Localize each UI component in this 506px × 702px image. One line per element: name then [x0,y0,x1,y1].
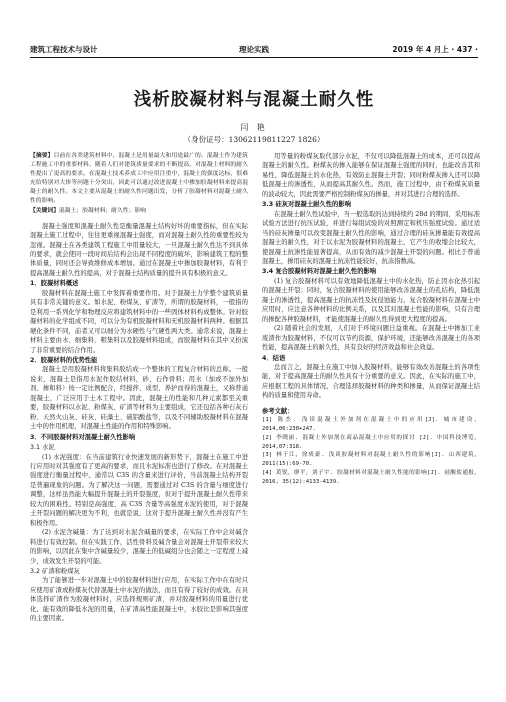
body-paragraph: (1) 复合胶凝材料可以有效地降低混凝土中的水化热，防止因水化热引起的混凝土开裂；同时，复合胶凝材料的使用能够改善混凝土的孔结构，降低混凝土的渗透性，提高混凝土的抗冻性及抗侵蚀能力。复合胶凝材料在混凝土中应用时，应注意各种材料的比例关系，以及其对混凝土性能的影响，只有合理的掺配各种胶凝材料，才能使混凝土的耐久性得到更大程度的提高。 [262,277,480,323]
body-paragraph: 胶凝材料在混凝土施工中发挥着重要作用。对于混凝土力学整个建筑质量具有非常关键的意义。如水泥、粉煤灰、矿渣等，所谓的胶凝材料，一般指的是利用一系列化学和物理反应将建筑材料中的一些固体材料构成整体。针对胶凝材料的化学组成不同，可以分为有机胶凝材料和无机胶凝材料两种。根据其硬化条件不同，前者又可以细分为水硬性与气硬性两大类。通常来说，混凝土材料主要由水、细集料、粗集料以及胶凝材料组成，而胶凝材料在其中又扮演了非常重要的结合作用。 [30,289,248,354]
section-name: 理论实践 [239,45,269,54]
abstract [30,152,248,207]
journal-name: 建筑工程技术与设计 [30,45,98,54]
article-title: 浅析胶凝材料与混凝土耐久性 [133,90,375,110]
abstract-label: 【摘要】 [30,153,54,159]
body-paragraph: 总而言之，混凝土在施工中加入胶凝材料，能够有效改善混凝土的各项性能，对于提高混凝土的耐久性具有十分重要的意义。因此，在实际的施工中，应根据工程的具体情况，合理选择胶凝材料的种类和掺量，从而保证混凝土结构的质量和使用寿命。 [262,363,480,400]
abstract-text: 目前在各类建筑材料中，混凝土是用量最大和用途最广的。混凝土作为建筑工程施工中的重要材料，随着人们对建筑质量要求的不断提高，对混凝土材料的耐久性提出了更高的要求。在混凝土技术养成工中应用注重中，混凝土的强度达标，很难充给特别对大体等问题十分突出，因此可以通过改进混凝土中掺加胶凝材料来提高混凝土的耐久性。本文主要从混凝土的耐久性问题出发，分析了胶凝材料对混凝土耐久性的影响。 [30,153,248,205]
reference-item: [3] 林于江，徐成豪. 浅谈胶凝材料对混凝土耐久性的影响[J]. 山西建筑，2011(15):69-70. [262,452,480,468]
running-header [30,44,478,56]
author-affiliation: （身份证号：13062119811227 1826） [183,135,325,144]
section-heading: 4．结语 [262,354,286,362]
body-paragraph: 为了能够进一步对混凝土中的胶凝材料进行应用，在实际工作中在有时只应使用矿渣或粉煤灰代替混凝土中水泥的做法，而且有得了较好的成效。在具体选择矿渣作为胶凝材料时，应选择规则矿渣，并对胶凝材料的用量进行优化，能有效的降低水泥的用量，在矿渣高性能混凝土中，水胶比是影响其强度的主要因素。 [30,577,248,623]
section-heading: 3．不同胶凝材料对混凝土耐久性影响 [30,433,136,441]
body-paragraph: 在混凝土耐久性试验中，当一般选取的达到持续约 28d 的期间，采用标准试验方法进行抗压试验，并进行每组试验的对照测定和机压强度试验。通过适当的硅灰掺量可以改变混凝土耐久性的影响，通过合理的硅灰掺量能有效提高混凝土的耐久性，对于以水泥为胶凝材料的混凝土，它产生的收缩会比较大，使混凝土抗渗性能显著提高，从而有效的减少混凝土开裂的问题。相比于普通混凝土，掺用硅灰的混凝土抗冻性能较好，抗冻指数高。 [262,210,480,265]
left-column [30,152,248,624]
intro-paragraph: 混凝土强度和混凝土耐久性是衡量混凝土结构好坏的重要指标，但在实际混凝土施工过程中，往往更重视混凝土强度，而对混凝土耐久性的重要性较为忽视。混凝土在各类建筑工程施工中用量较大，一旦混凝土耐久性达不到具体的要求，就会使同一段时间后结构会出现不同程度的破坏，影响建筑工程的整体质量，同时还会导致维修成本增加。通过在混凝土中掺加胶凝材料，有利于提高混凝土耐久性的提高，对于混凝土结构质量的提升具有积极的意义。 [30,222,248,277]
section-heading: 2．胶凝材料的优势性能 [30,357,98,364]
reference-item: [2] 李晓丽. 混凝土外加剂在商品混凝土中应用的探讨 [J]. 中国科技博览，2014,07:318. [262,434,480,450]
issue-and-page: 2019 年 4 月上 · 437 · [392,45,478,54]
section-heading: 3.3 硅灰对混凝土耐久性的影响 [262,201,351,209]
keywords-label: 【关键词】 [30,207,59,214]
references-heading: 参考文献： [262,407,294,415]
body-paragraph: 用等量的粉煤灰取代部分水泥，不仅可以降低混凝土的成本，还可以提高混凝土的耐久性。粉煤灰的掺入能够在保证混凝土强度的同时，也能改善其和易性，降低混凝土的水化热，有效防止混凝土开裂；同时粉煤灰掺入还可以降低混凝土的渗透性，从而提高其耐久性。然而，施工过程中，由于粉煤灰质量的波动较大，因此需要严格控制粉煤灰的掺量，并对其进行合理的选择。 [262,153,480,198]
keywords [30,207,248,216]
header-rule [30,57,478,58]
body-paragraph: (2) 水泥含碱量：为了达到对水泥含碱量的要求，在实际工作中会对碱含料进行有效控制。但在实践工作，活性骨料及碱含量会对混凝土开裂带来较大的影响，以因此在集中含碱量较少，混凝土的低碱组分也会随之一定程度上减少，成效发生开裂的可能。 [30,529,248,565]
right-column [262,152,480,487]
section-heading: 1．胶凝材料概述 [30,280,79,288]
keywords-text: 混凝土；胶凝材料；耐久性；影响 [59,207,146,214]
section-heading: 3.4 复合胶凝材料对混凝土耐久性的影响 [262,268,377,276]
reference-item: [4] 黄锐，廖平，刘子宇. 胶凝材料对混凝土耐久性能的影响[J]. 硅酸盐通报，2016, 35(12):4133-4139. [262,470,480,485]
subsection-heading: 3.1 水泥 [30,444,55,452]
body-paragraph: (2) 随着社会的发展，人们对于环境问题日益重视。在混凝土中掺加工业废渣作为胶凝材料，不仅可以节约资源，保护环境，还能够改善混凝土的各项性能，提高混凝土的耐久性，具有良好的经济效益和社会效益。 [262,325,480,352]
article-author: 闫 艳 [240,123,268,132]
reference-item: [1] 陈杰. 浅谈混凝土外加剂在混凝土中的应用[J]. 城市建设，2014,06:230+247. [262,417,480,433]
subsection-heading: 3.2 矿渣和粉煤灰 [30,567,80,575]
body-paragraph: (1) 水泥强度：在当前建筑行业快速发展的新形势下，混凝土在施工中进行应用时对其强度有了更高的要求，而且水泥标准也进行了修改。在对混凝土强度进行衡量过程中，通常以 C3S 的含量来进行评价，当前混凝土结构开裂是普遍现象的问题。为了解决这一问题，需要通过对 C3S 的含量与细度进行调整，这样虽然能大幅提升混凝土的开裂强度，但对于提升混凝土耐久性带来较大的困难性。特别是高强度、高 C3S 含量等高强度水泥的使用，对于混凝土开裂问题的解决更为不利，也就是说，这对于提升混凝土耐久性并没有产生积极作用。 [30,453,248,527]
body-paragraph: 混凝土是用胶凝材料将集料胶结成一个整体的工程复合材料的总称。一般说来，混凝土是指用水泥作胶结材料，砂、石作骨料；用水（加或不加外加剂、掺和料）按一定比例配合，经搅拌、成型、养护而得的混凝土，又称普通混凝土，广泛应用于土木工程中。因此，混凝土的性能和几种元素都至关重要，胶凝材料以水泥、粉煤灰、矿渣等材料为主要组成，它还包括各种石灰石粉、天然火山灰、硅灰、硅藻土、硫铝酸盐等，以及不同辅助胶凝材料在混凝土中的作用机理，对混凝土性能的作用和特殊影响。 [30,366,248,431]
